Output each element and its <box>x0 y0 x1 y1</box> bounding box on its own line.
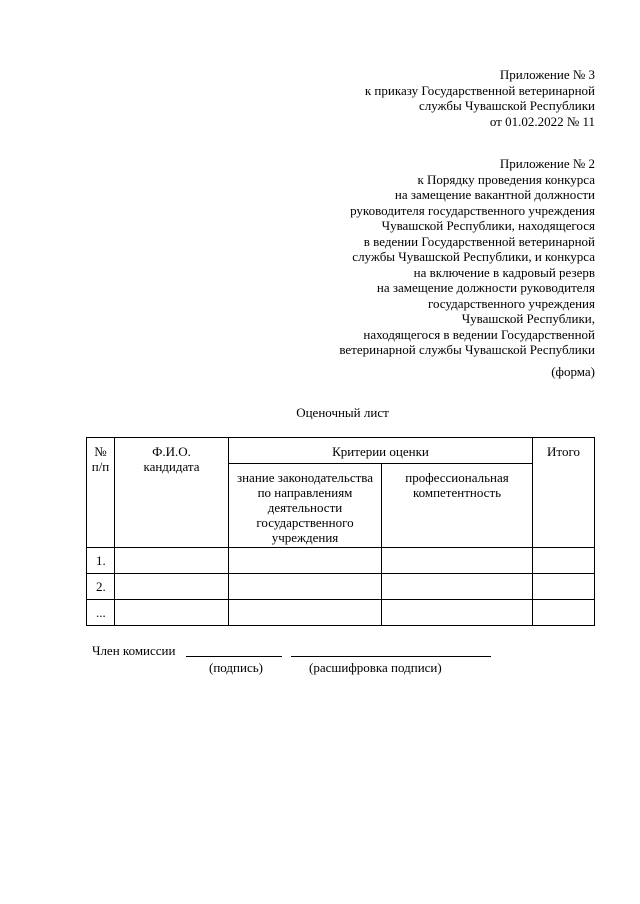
subheader-knowledge-line: знание законодательства <box>236 470 374 485</box>
appendix-2-line: на включение в кадровый резерв <box>413 264 595 280</box>
appendix-3-header <box>365 67 595 129</box>
header-name-cell <box>115 438 229 548</box>
appendix-2-line: ветеринарной службы Чувашской Республики <box>339 342 595 357</box>
candidate-name-cell[interactable] <box>115 548 229 574</box>
candidate-name-cell[interactable] <box>115 600 229 626</box>
signature-line[interactable] <box>186 656 282 657</box>
appendix-2-line: к Порядку проведения конкурса <box>417 171 595 187</box>
header-number-line: № <box>94 444 107 459</box>
table-header-row <box>87 438 595 464</box>
evaluation-table <box>86 437 595 626</box>
header-total-cell: Итого <box>533 438 595 548</box>
knowledge-score-cell[interactable] <box>229 600 382 626</box>
subheader-knowledge-line: государственного <box>256 515 354 530</box>
appendix-3-line: к приказу Государственной ветеринарной <box>364 82 595 98</box>
signature-caption: (подпись) <box>209 660 263 675</box>
appendix-2-line: государственного учреждения <box>427 295 595 311</box>
subheader-knowledge-cell <box>229 464 382 548</box>
row-number-cell: 2. <box>87 574 115 600</box>
form-label: (форма) <box>551 364 595 379</box>
appendix-2-line: на замещение должности руководителя <box>376 280 595 295</box>
appendix-3-line: службы Чувашской Республики <box>418 98 595 113</box>
competence-score-cell[interactable] <box>382 600 533 626</box>
appendix-2-line: Чувашской Республики, <box>461 311 595 326</box>
header-name-line: кандидата <box>143 459 200 474</box>
header-name-line: Ф.И.О. <box>152 444 191 459</box>
row-number-cell: 1. <box>87 548 115 574</box>
header-criteria-cell: Критерии оценки <box>229 438 533 464</box>
appendix-2-line: Чувашской Республики, находящегося <box>381 218 595 233</box>
competence-score-cell[interactable] <box>382 548 533 574</box>
appendix-2-line: находящегося в ведении Государственной <box>363 326 595 342</box>
total-score-cell[interactable] <box>533 600 595 626</box>
subheader-competence-line: профессиональная <box>405 470 509 485</box>
subheader-competence-cell <box>382 464 533 548</box>
header-number-line: п/п <box>91 459 110 474</box>
subheader-knowledge-line: деятельности <box>267 500 343 515</box>
appendix-2-line: на замещение вакантной должности <box>394 187 595 202</box>
table-row <box>87 600 595 626</box>
header-number-cell <box>87 438 115 548</box>
table-row <box>87 548 595 574</box>
total-score-cell[interactable] <box>533 574 595 600</box>
knowledge-score-cell[interactable] <box>229 548 382 574</box>
signature-decode-line[interactable] <box>291 656 491 657</box>
appendix-2-line: в ведении Государственной ветеринарной <box>363 233 595 249</box>
subheader-knowledge-line: по направлениям <box>257 485 353 500</box>
commission-member-label: Член комиссии <box>92 643 176 658</box>
total-score-cell[interactable] <box>533 548 595 574</box>
appendix-2-header <box>339 156 595 358</box>
candidate-name-cell[interactable] <box>115 574 229 600</box>
appendix-2-line: Приложение № 2 <box>499 156 595 171</box>
table-row <box>87 574 595 600</box>
appendix-2-line: руководителя государственного учреждения <box>350 202 595 218</box>
signature-decode-caption: (расшифровка подписи) <box>309 660 442 675</box>
appendix-3-line: от 01.02.2022 № 11 <box>489 113 595 129</box>
signature-block <box>92 643 512 683</box>
subheader-competence-line: компетентность <box>412 485 502 500</box>
row-number-cell: ... <box>87 600 115 626</box>
knowledge-score-cell[interactable] <box>229 574 382 600</box>
appendix-3-line: Приложение № 3 <box>499 67 595 82</box>
subheader-knowledge-line: учреждения <box>271 530 339 545</box>
document-title: Оценочный лист <box>296 405 389 420</box>
competence-score-cell[interactable] <box>382 574 533 600</box>
appendix-2-line: службы Чувашской Республики, и конкурса <box>352 249 595 264</box>
